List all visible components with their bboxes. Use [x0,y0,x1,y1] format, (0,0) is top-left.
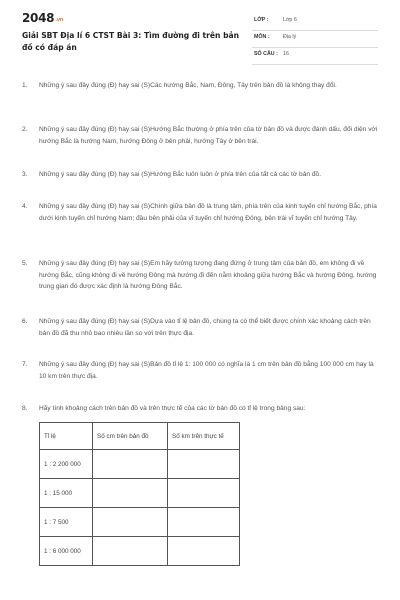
question-number: 5. [22,260,28,267]
meta-row-subject [252,31,378,48]
question-number: 7. [22,361,28,368]
column-header-map-cm: Số cm trên bản đồ [93,423,168,450]
table-header-row [40,423,240,450]
table-row [40,450,240,479]
meta-key: MÔN : [254,34,270,40]
table-cell [93,450,168,479]
logo-suffix: .vn [55,17,64,23]
table-cell: 1 : 7 500 [40,508,93,537]
meta-key: SỐ CÂU : [254,51,278,57]
question-text: Những ý sau đây đúng (Đ) hay sai (S)Hướng Bắc luôn luôn ở phía trên của tất cả các tờ bản đồ. [39,171,322,178]
meta-value: Địa lý [283,34,297,40]
document-title: Giải SBT Địa lí 6 CTST Bài 3: Tìm đường đi trên bản đồ có đáp án [22,31,240,52]
question-item [22,169,378,181]
table-cell [93,537,168,566]
table-cell [93,479,168,508]
table-row [40,508,240,537]
table-cell: 1 : 15 000 [40,479,93,508]
question-text: Những ý sau đây đúng (Đ) hay sai (S)Dựa vào tỉ lệ bản đồ, chúng ta có thể biết được chính xác khoảng cách trên bản đồ đã thu nhỏ bao nhiêu lần so với trên thực địa. [39,318,371,337]
table-cell [168,508,240,537]
table-cell: 1 : 6 000 000 [40,537,93,566]
table-cell [168,537,240,566]
question-number: 3. [22,171,28,178]
question-text: Những ý sau đây đúng (Đ) hay sai (S)Em hãy tưởng tượng đang đứng ở trung tâm của bản đồ, em không đi về hướng Bắc, cũng không đi về hướng Đông mà hướng đi đến nằm khoảng giữa hướng Bắc và hướng Đông, hướng trung gian đó được xác định là hướng Đông Bắc. [39,260,377,290]
question-number: 6. [22,318,28,325]
column-header-real-km: Số km trên thực tế [168,423,240,450]
question-item [22,201,378,224]
question-text: Hãy tính khoảng cách trên bản đồ và trên thực tế của các tờ bản đồ có tỉ lệ trong bảng sau: [39,405,306,412]
table-cell: 1 : 2 200 000 [40,450,93,479]
meta-info-panel [252,14,378,65]
question-number: 1. [22,82,28,89]
question-item [22,316,378,339]
question-number: 8. [22,405,28,412]
question-number: 4. [22,203,28,210]
question-item [22,258,378,293]
scale-table [39,422,240,566]
logo-text: 2048 [22,11,55,25]
question-number: 2. [22,126,28,133]
meta-value: 16 [283,51,289,57]
question-text: Những ý sau đây đúng (Đ) hay sai (S)Hướng Bắc thường ở phía trên của tờ bản đồ và được đánh dấu, đối diện với hướng Bắc là hướng Nam, hướng Đông ở bên phải, hướng Tây ở bên trái. [39,126,378,145]
table-row [40,479,240,508]
table-cell [93,508,168,537]
meta-value: Lớp 6 [283,17,297,23]
site-logo[interactable] [22,11,63,25]
meta-row-grade [252,14,378,31]
question-text: Những ý sau đây đúng (Đ) hay sai (S)Bản đồ tỉ lệ 1: 100 000 có nghĩa là 1 cm trên bản đồ bằng 100 000 cm hay là 10 km trên thực địa. [39,361,374,380]
question-text: Những ý sau đây đúng (Đ) hay sai (S)Chính giữa bản đồ là trung tâm, phía trên của kinh tuyến chỉ hướng Bắc, phía dưới kinh tuyến chỉ hướng Nam; đầu bên phải của vĩ tuyến chỉ hướng Đông, bên trái vĩ tuyến chỉ hướng Tây. [39,203,377,222]
table-row [40,537,240,566]
table-cell [168,479,240,508]
column-header-scale: Tỉ lệ [40,423,93,450]
question-item [22,359,378,382]
meta-key: LỚP : [254,17,269,23]
question-item [22,124,378,147]
question-text: Những ý sau đây đúng (Đ) hay sai (S)Các hướng Bắc, Nam, Đông, Tây trên bản đồ là không thay đổi. [39,82,337,89]
meta-row-question-count [252,48,378,65]
question-item [22,403,378,415]
question-item [22,80,378,92]
table-cell [168,450,240,479]
